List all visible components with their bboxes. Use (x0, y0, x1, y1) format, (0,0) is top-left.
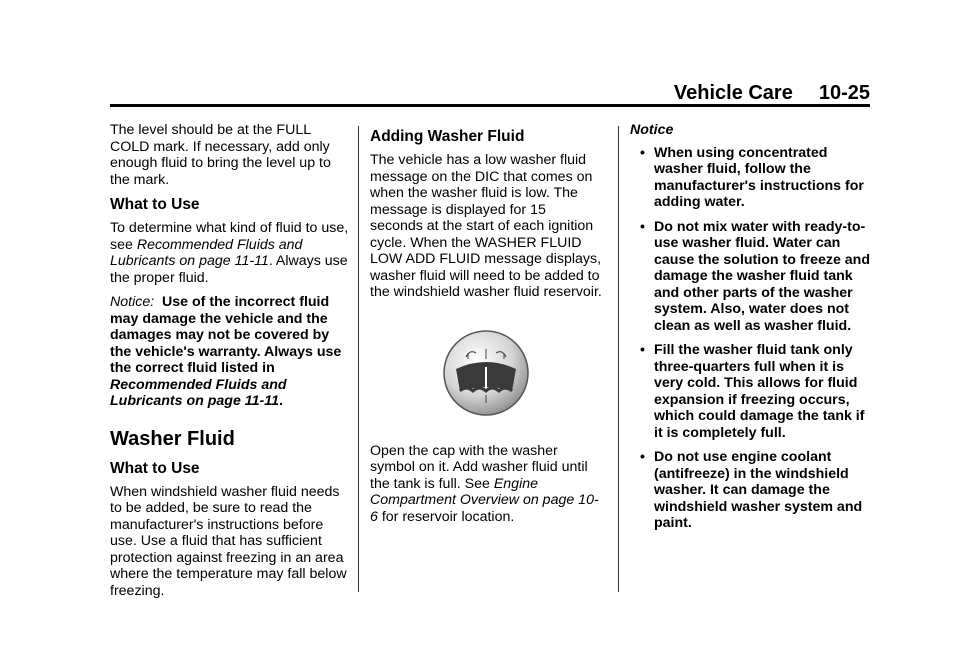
engine-compartment-link[interactable]: Engine Compartment Overview on page 10-6 (370, 475, 599, 525)
fluid-level-paragraph: The level should be at the FULL COLD mark. If necessary, add only enough fluid to bring the level up to the mark. (110, 122, 331, 188)
low-fluid-paragraph: The vehicle has a low washer fluid message on the DIC that comes on when the washer fluid is low. The message is displayed for 15 seconds at the start of each ignition cycle. When the WASHER FLUID LOW ADD FLUID message displays, washer fluid will need to be added to the windshield washer fluid reservoir. (370, 152, 602, 300)
text: To determine what kind of fluid to use, see (110, 220, 349, 253)
column-1 (110, 122, 350, 607)
open-cap-paragraph (370, 443, 602, 526)
column-divider-2 (618, 126, 619, 592)
notice-item-text: Do not use engine coolant (antifreeze) in the windshield washer. It can damage the windshield washer system and paint. (654, 449, 863, 531)
notice-item (630, 145, 870, 211)
notice-item-text: Fill the washer fluid tank only three-quarters full when it is very cold. This allows for fluid expansion if freezing occurs, which could damage the tank if it is completely full. (654, 342, 865, 441)
text: . Always use the proper fluid. (110, 253, 348, 286)
text: . (278, 393, 283, 409)
bullet: • (640, 144, 645, 161)
page-number: 10-25 (818, 82, 870, 104)
column-2 (370, 122, 602, 533)
bullet: • (640, 449, 645, 465)
notice-item-text: When using concentrated washer fluid, follow the manufacturer's instructions for adding water. (654, 144, 864, 210)
section-title: Vehicle Care (673, 82, 793, 104)
notice-label: Notice: (110, 294, 155, 310)
header-title (674, 82, 870, 105)
notice-item-text: Do not mix water with ready-to-use washer fluid. Water can cause the solution to freeze and damage the washer fluid tank and other parts of the washer system. Also, water does not clean as well as washer fluid. (654, 218, 871, 334)
notice-list (630, 145, 870, 532)
washer-fluid-heading: Washer Fluid (110, 427, 235, 450)
notice-item (630, 219, 870, 335)
bullet: • (640, 342, 645, 358)
notice-heading: Notice (630, 122, 674, 138)
column-divider-1 (358, 126, 359, 592)
column-3 (630, 122, 870, 540)
page-header (110, 80, 870, 106)
symbol-container (370, 329, 602, 417)
notice-item (630, 342, 870, 441)
notice-paragraph (110, 294, 350, 410)
what-to-use-heading: What to Use (110, 196, 200, 213)
text: Open the cap with the washer symbol on it. Add washer fluid until the tank is full. See (370, 442, 588, 492)
what-to-use-paragraph (110, 220, 350, 286)
what-to-use-heading-2: What to Use (110, 459, 200, 477)
notice-link[interactable]: Recommended Fluids and Lubricants on page 11-11 (110, 376, 287, 409)
header-rule (110, 104, 870, 107)
text: for reservoir location. (377, 508, 515, 525)
bullet: • (640, 218, 645, 235)
notice-item (630, 449, 870, 532)
recommended-fluids-link[interactable]: Recommended Fluids and Lubricants on page 11-11 (110, 236, 303, 269)
washer-fluid-paragraph: When windshield washer fluid needs to be added, be sure to read the manufacturer's instructions before use. Use a fluid that has sufficient protection against freezing in an area where the temperature may fall below freezing. (110, 483, 347, 599)
notice-text: Use of the incorrect fluid may damage the vehicle and the damages may not be covered by the vehicle's warranty. Always use the correct fluid listed in (110, 294, 342, 376)
washer-fluid-symbol-icon (442, 329, 530, 417)
adding-washer-fluid-heading: Adding Washer Fluid (370, 128, 525, 145)
